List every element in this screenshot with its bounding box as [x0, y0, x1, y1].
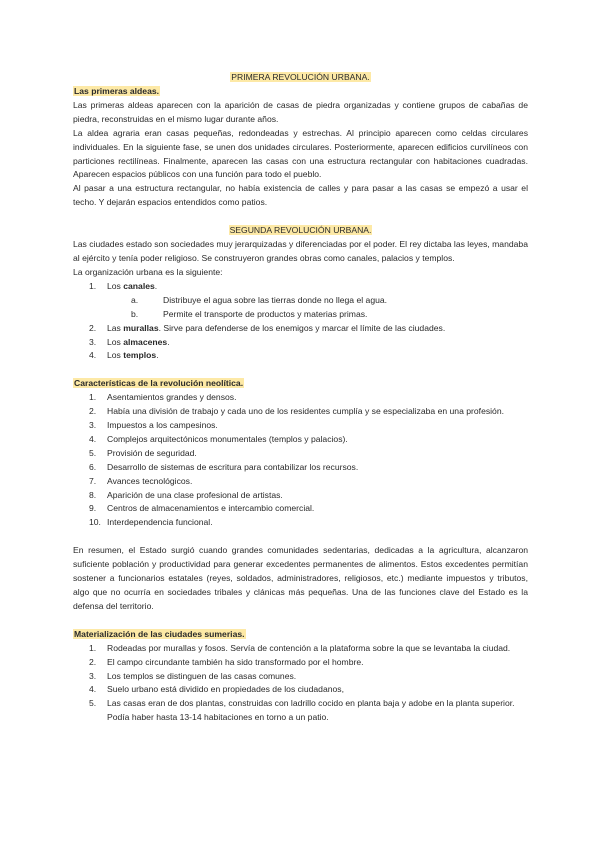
list-item: 2. El campo circundante también ha sido transformado por el hombre.: [89, 656, 364, 667]
list-item: 1. Rodeadas por murallas y fosos. Servía de contención a la plataforma sobre la que se levantaba la ciudad.: [89, 642, 511, 653]
list-item: 1. Los canales.: [89, 280, 158, 291]
list-item: 10. Interdependencia funcional.: [89, 517, 213, 528]
summary-paragraph: En resumen, el Estado surgió cuando grandes comunidades sedentarias, dedicadas a la agricultura, alcanzaron suficiente población y productividad para generar excedentes permanentes de alimentos. Estos excedentes permitían sostener a funcionarios estatales (reyes, soldados, administradores, religiosos, etc.) mediante impuestos y tributos, algo que no ocurría en sociedades tribales y clánicas más pequeñas. Una de las funciones clave del Estado es la defensa del territorio.: [73, 545, 528, 611]
list-item: 5. Las casas eran de dos plantas, construidas con ladrillo cocido en planta baja y adobe en la planta superior. Podía haber hasta 13-14 habitaciones en torno a un patio.: [89, 698, 515, 723]
document-body: [73, 71, 528, 725]
list-item: 4. Complejos arquitectónicos monumentales (templos y palacios).: [89, 433, 348, 444]
list-item: 3. Impuestos a los campesinos.: [89, 420, 218, 431]
list-item: 1. Asentamientos grandes y densos.: [89, 392, 237, 403]
section-1-paragraph: Las primeras aldeas aparecen con la aparición de casas de piedra organizadas y contiene grupos de cabañas de piedra, reconstruidas en el mismo lugar durante años.: [73, 99, 528, 124]
list-item: 8. Aparición de una clase profesional de artistas.: [89, 489, 283, 500]
list-item: 4. Los templos.: [89, 350, 159, 361]
organization-list-continued: [73, 322, 528, 364]
sub-list-item: b. Permite el transporte de productos y materias primas.: [131, 308, 368, 319]
section-1-paragraph: La aldea agraria eran casas pequeñas, redondeadas y estrechas. Al principio aparecen como celdas circulares individuales. En la siguiente fase, se unen dos unidades circulares. Posteriormente, aparecen edificios curvilíneos con particiones rectilíneas. Finalmente, aparecen las casas con una estructura rectangular con habitaciones cuadradas. Aparecen espacios públicos con una función para todo el pueblo.: [73, 127, 528, 180]
sub-list-item: a. Distribuye el agua sobre las tierras donde no llega el agua.: [131, 294, 388, 305]
section-2-title: SEGUNDA REVOLUCIÓN URBANA.: [229, 225, 372, 236]
list-item: 2. Había una división de trabajo y cada uno de los residentes cumplía y se especializaba en una profesión.: [89, 406, 504, 417]
list-item: 6. Desarrollo de sistemas de escritura para contabilizar los recursos.: [89, 461, 359, 472]
sumerian-cities-list: [73, 642, 528, 725]
list-item: 4. Suelo urbano está dividido en propiedades de los ciudadanos,: [89, 684, 344, 695]
list-item: 2. Las murallas. Sirve para defenderse de los enemigos y marcar el límite de las ciudades.: [89, 322, 446, 333]
section-2-paragraph: La organización urbana es la siguiente:: [73, 266, 223, 277]
canales-sublist: [73, 294, 528, 322]
list-item: 3. Los almacenes.: [89, 336, 170, 347]
list-item: 7. Avances tecnológicos.: [89, 475, 193, 486]
section-2-paragraph: Las ciudades estado son sociedades muy jerarquizadas y diferenciadas por el poder. El rey dictaba las leyes, mandaba al ejército y tenía poder religioso. Se construyeron grandes obras como canales, palacios y templos.: [73, 239, 528, 264]
list-item: 5. Provisión de seguridad.: [89, 447, 197, 458]
section-3-heading: Características de la revolución neolítica.: [74, 378, 244, 389]
characteristics-list: [73, 391, 528, 530]
list-item: 9. Centros de almacenamientos e intercambio comercial.: [89, 503, 315, 514]
section-1-paragraph: Al pasar a una estructura rectangular, no había existencia de calles y para pasar a las casas se empezó a usar el techo. Y dejarán espacios entendidos como patios.: [73, 183, 528, 208]
section-1-heading: Las primeras aldeas.: [74, 86, 160, 96]
list-item: 3. Los templos se distinguen de las casas comunes.: [89, 670, 297, 681]
section-1-title: PRIMERA REVOLUCIÓN URBANA.: [231, 72, 370, 82]
section-4-heading: Materialización de las ciudades sumerias.: [74, 628, 245, 639]
organization-list: [73, 280, 528, 294]
